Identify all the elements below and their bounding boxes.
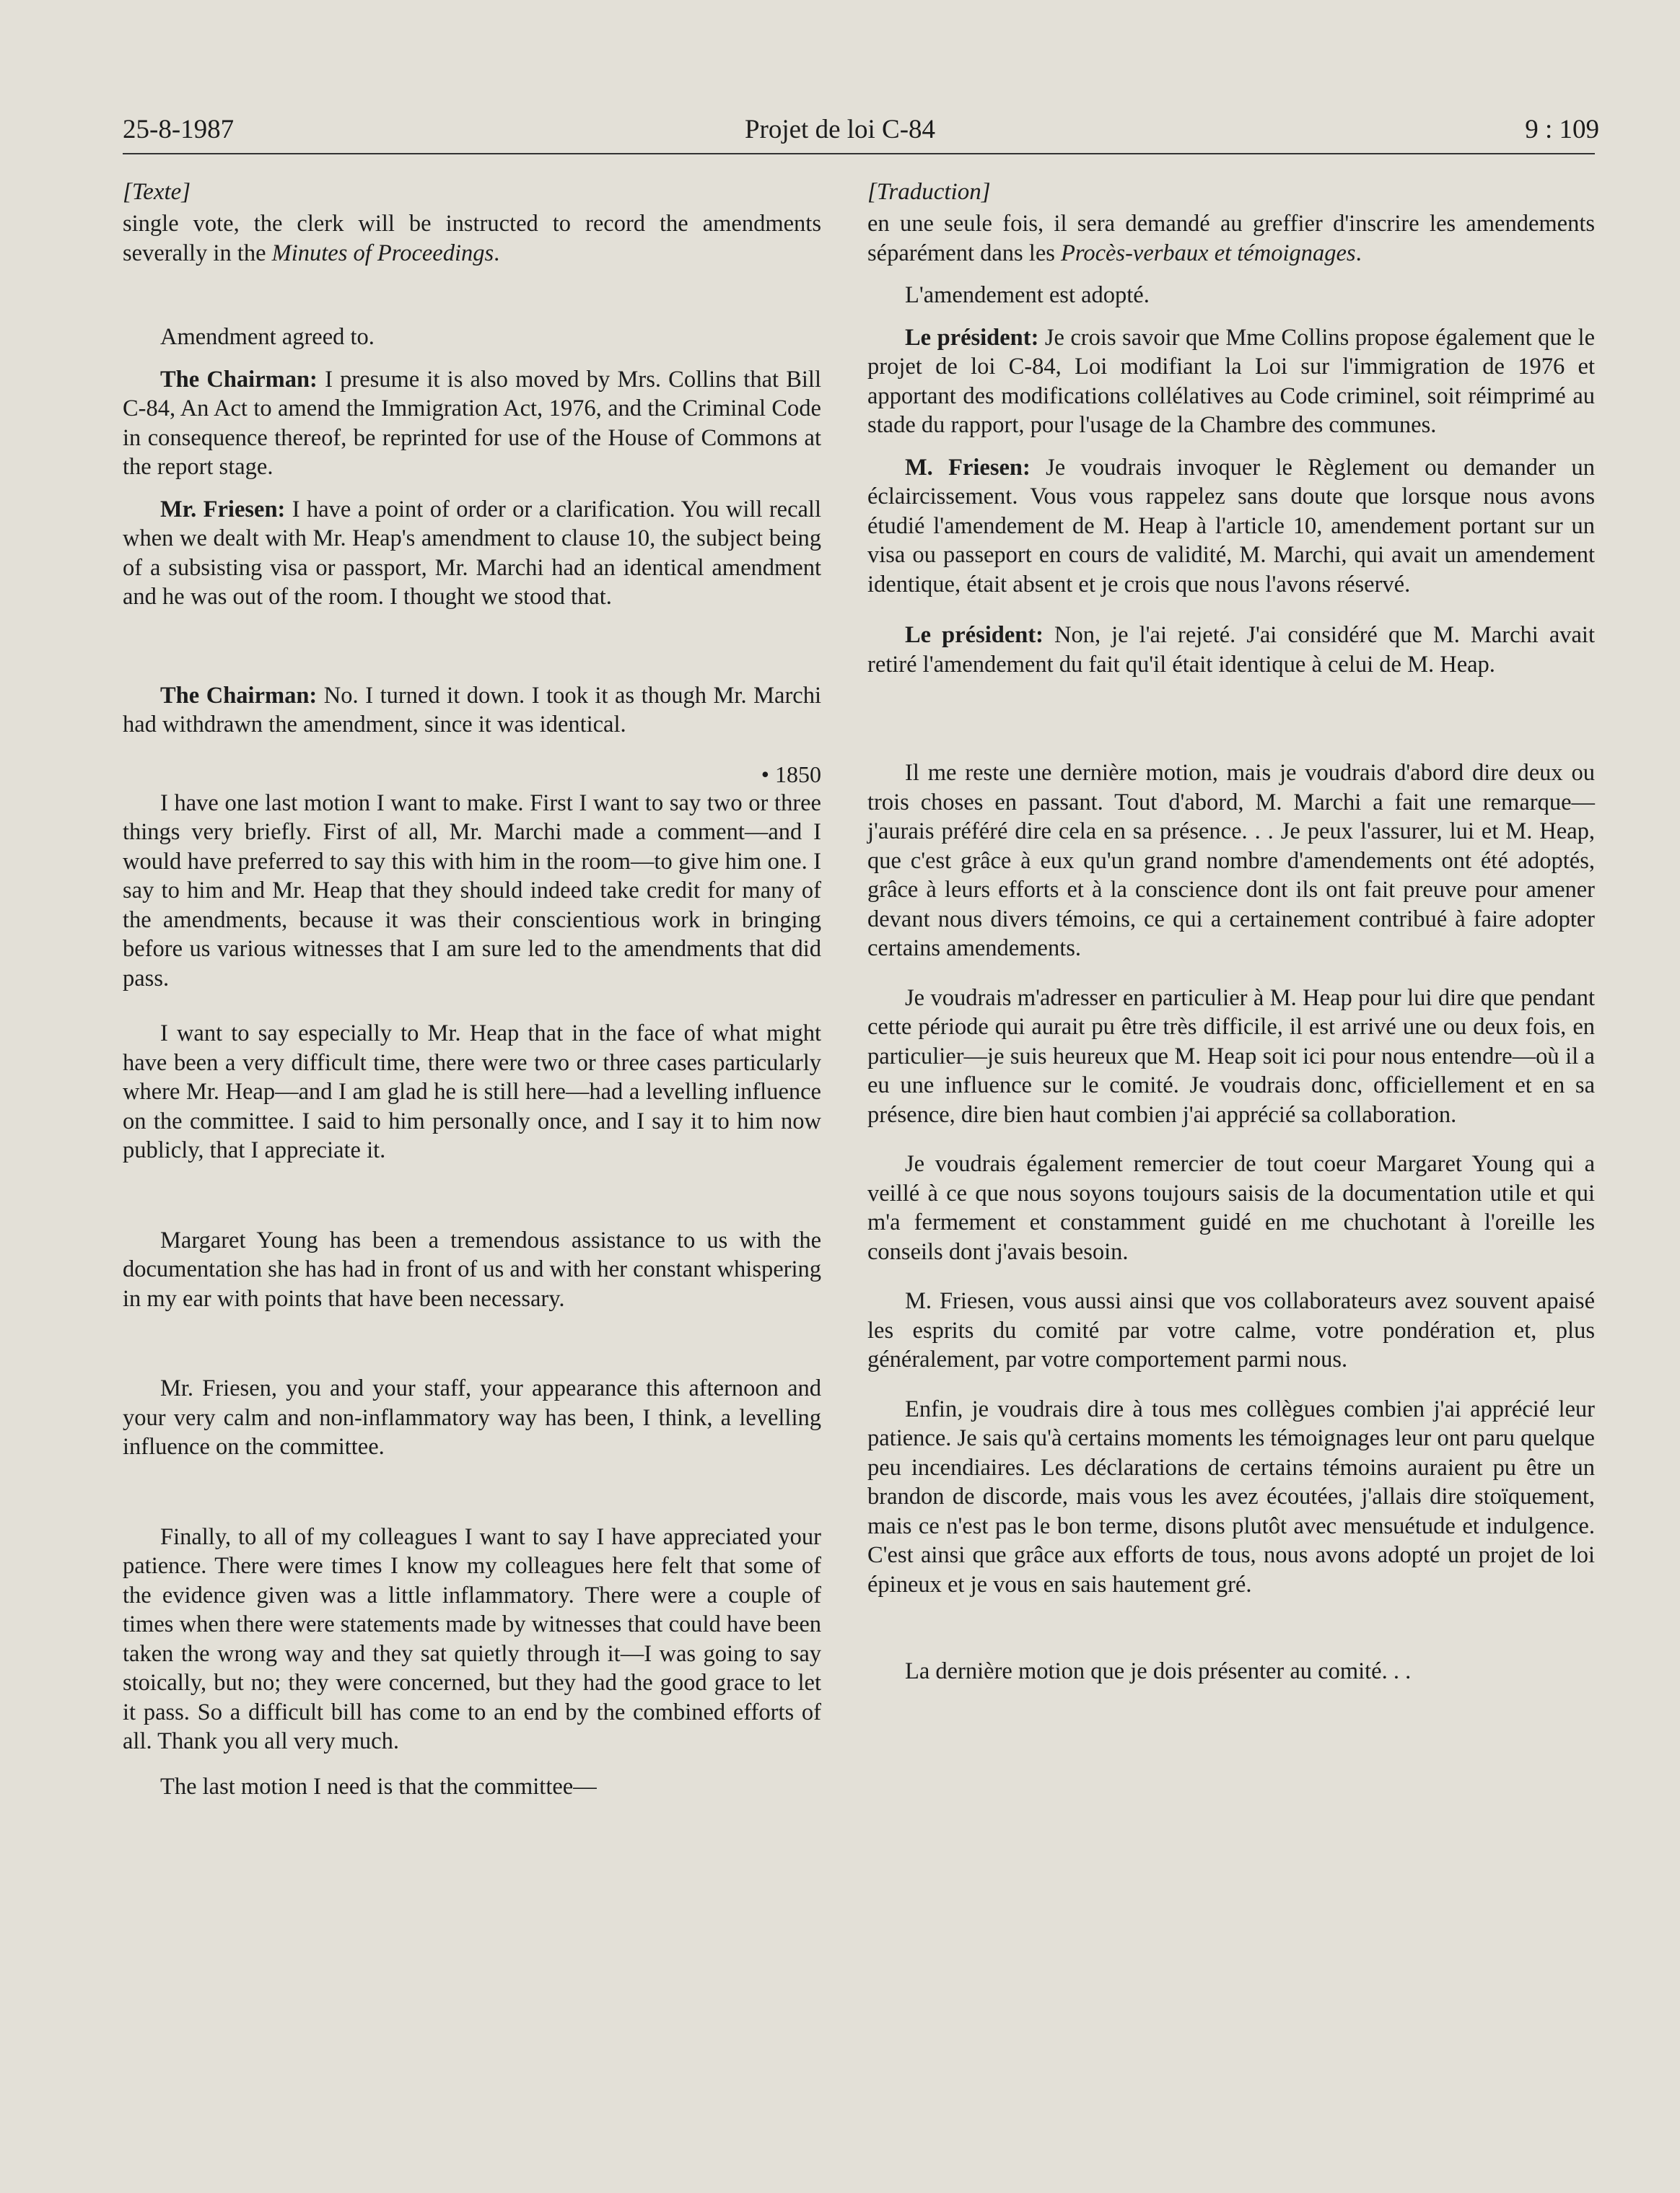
header-date: 25-8-1987 [123,115,235,144]
french-traduction-tag: [Traduction] [867,179,991,205]
french-paragraph-3 [867,323,1595,440]
french-paragraph-2: L'amendement est adopté. [905,282,1150,308]
french-p3-text: Je crois savoir que Mme Collins propose également que le projet de loi C-84, Loi modifiant la Loi sur l'immigration de 1976 et apportant des modifications collélatives au Code criminel, soit réimprimé au stade du rapport, pour l'usage de la Chambre des communes. [867,324,1595,438]
french-column [867,178,1595,1686]
english-paragraph-7: I want to say especially to Mr. Heap that in the face of what might have been a very difficult time, there were two or three cases particularly where Mr. Heap—and I am glad he is still here—had a levelling influence on the committee. I said to him personally once, and I say it to him now publicly, that I appreciate it. [123,1020,821,1163]
english-paragraph-2: Amendment agreed to. [160,324,375,350]
english-paragraph-5 [123,681,821,740]
english-p3-speaker: The Chairman: [160,366,318,393]
header-title: Projet de loi C-84 [744,115,936,144]
french-paragraph-11: La dernière motion que je dois présenter au comité. . . [905,1658,1412,1684]
english-paragraph-8: Margaret Young has been a tremendous assistance to us with the documentation she has had in front of us and with her constant whispering in my ear with points that have been necessary. [123,1227,821,1312]
english-paragraph-3 [123,365,821,482]
english-p3-text: I presume it is also moved by Mrs. Collins that Bill C-84, An Act to amend the Immigration Act, 1976, and the Criminal Code in consequence thereof, be reprinted for use of the House of Commons at the report stage. [123,366,821,480]
french-p3-speaker: Le président: [905,324,1039,351]
french-paragraph-7: Je voudrais m'adresser en particulier à M. Heap pour lui dire que pendant cette période qui aurait pu être très difficile, il est arrivé une ou deux fois, en particulier—je suis heureux que M. Heap soit ici pour nous entendre—où il a eu une influence sur le comité. Je voudrais donc, officiellement et en sa présence, dire bien haut combien j'ai apprécié sa collaboration. [867,984,1595,1128]
english-p4-speaker: Mr. Friesen: [160,496,286,522]
english-p1-text: single vote, the clerk will be instructed to record the amendments severally in the [123,211,821,266]
english-text-tag: [Texte] [123,179,191,205]
english-paragraph-9: Mr. Friesen, you and your staff, your appearance this afternoon and your very calm and non-inflammatory way has been, I think, a levelling influence on the committee. [123,1375,821,1460]
french-paragraph-9: M. Friesen, vous aussi ainsi que vos collaborateurs avez souvent apaisé les esprits du comité par votre calme, votre pondération et, plus généralement, par votre comportement parmi nous. [867,1288,1595,1373]
english-p5-speaker: The Chairman: [160,682,318,709]
french-p1-italic: Procès-verbaux et témoignages [1061,240,1356,266]
french-paragraph-1 [867,209,1595,268]
french-paragraph-8: Je voudrais également remercier de tout coeur Margaret Young qui a veillé à ce que nous soyons toujours saisis de la documentation utile et qui m'a fermement et constamment guidé en me chuchotant à l'oreille les conseils dont j'avais besoin. [867,1151,1595,1265]
english-p1-end: . [494,240,500,266]
english-paragraph-11: The last motion I need is that the committee— [160,1773,597,1800]
header-page-number: 9 : 109 [1525,115,1599,144]
french-p5-text: Non, je l'ai rejeté. J'ai considéré que M. Marchi avait retiré l'amendement du fait qu'il était identique à celui de M. Heap. [867,622,1595,678]
french-p5-speaker: Le président: [905,622,1044,648]
english-column [123,178,821,1801]
english-p4-text: I have a point of order or a clarification. You will recall when we dealt with Mr. Heap's amendment to clause 10, the subject being of a subsisting visa or passport, Mr. Marchi had an identical amendment and he was out of the room. I thought we stood that. [123,496,821,610]
french-paragraph-10: Enfin, je voudrais dire à tous mes collègues combien j'ai apprécié leur patience. Je sais qu'à certains moments les témoignages leur ont paru quelque peu incendiaires. Les déclarations de certains témoins auraient pu être un brandon de discorde, mais vous les avez écoutées, j'allais dire stoïquement, mais ce n'est pas le bon terme, disons plutôt avec mensuétude et indulgence. C'est ainsi que grâce aux efforts de tous, nous avons adopté un projet de loi épineux et je vous en sais hautement gré. [867,1396,1595,1598]
french-p1-end: . [1355,240,1362,266]
english-p5-text: No. I turned it down. I took it as though Mr. Marchi had withdrawn the amendment, since it was identical. [123,682,821,737]
french-p4-speaker: M. Friesen: [905,454,1031,481]
english-paragraph-1 [123,209,821,268]
time-stamp: • 1850 [761,761,821,787]
french-paragraph-5 [867,621,1595,679]
header-rule [123,153,1595,154]
french-paragraph-4 [867,453,1595,600]
english-paragraph-10: Finally, to all of my colleagues I want to say I have appreciated your patience. There were times I know my colleagues here felt that some of the evidence given was a little inflammatory. There were a couple of times when there were statements made by witnesses that could have been taken the wrong way and they sat quietly through it—I was going to say stoically, but no; they were concerned, but they had the good grace to let it pass. So a difficult bill has come to an end by the combined efforts of all. Thank you all very much. [123,1523,821,1754]
english-p1-italic: Minutes of Proceedings [271,240,494,266]
french-paragraph-6: Il me reste une dernière motion, mais je voudrais d'abord dire deux ou trois choses en passant. Tout d'abord, M. Marchi a fait une remarque—j'aurais préféré dire cela en sa présence. . . Je peux l'assurer, lui et M. Heap, que c'est grâce à eux qu'un grand nombre d'amendements ont été adoptés, grâce à leurs efforts et à la conscience dont ils ont fait preuve pour amener devant nous divers témoins, ce qui a certainement contribué à faire adopter certains amendements. [867,760,1595,961]
french-p1-text: en une seule fois, il sera demandé au greffier d'inscrire les amendements séparément dans les [867,211,1595,266]
english-paragraph-4 [123,495,821,612]
english-paragraph-6: I have one last motion I want to make. First I want to say two or three things very briefly. First of all, Mr. Marchi made a comment—and I would have preferred to say this with him in the room—to give him one. I say to him and Mr. Heap that they should indeed take credit for many of the amendments, because it was their conscientious work in bringing before us various witnesses that I am sure led to the amendments that did pass. [123,789,821,992]
french-p4-text: Je voudrais invoquer le Règlement ou demander un éclaircissement. Vous vous rappelez sans doute que lorsque nous avons étudié l'amendement de M. Heap à l'article 10, amendement portant sur un visa ou passeport en cours de validité, M. Marchi, qui avait un amendement identique, était absent et je crois que nous l'avons réservé. [867,454,1595,598]
